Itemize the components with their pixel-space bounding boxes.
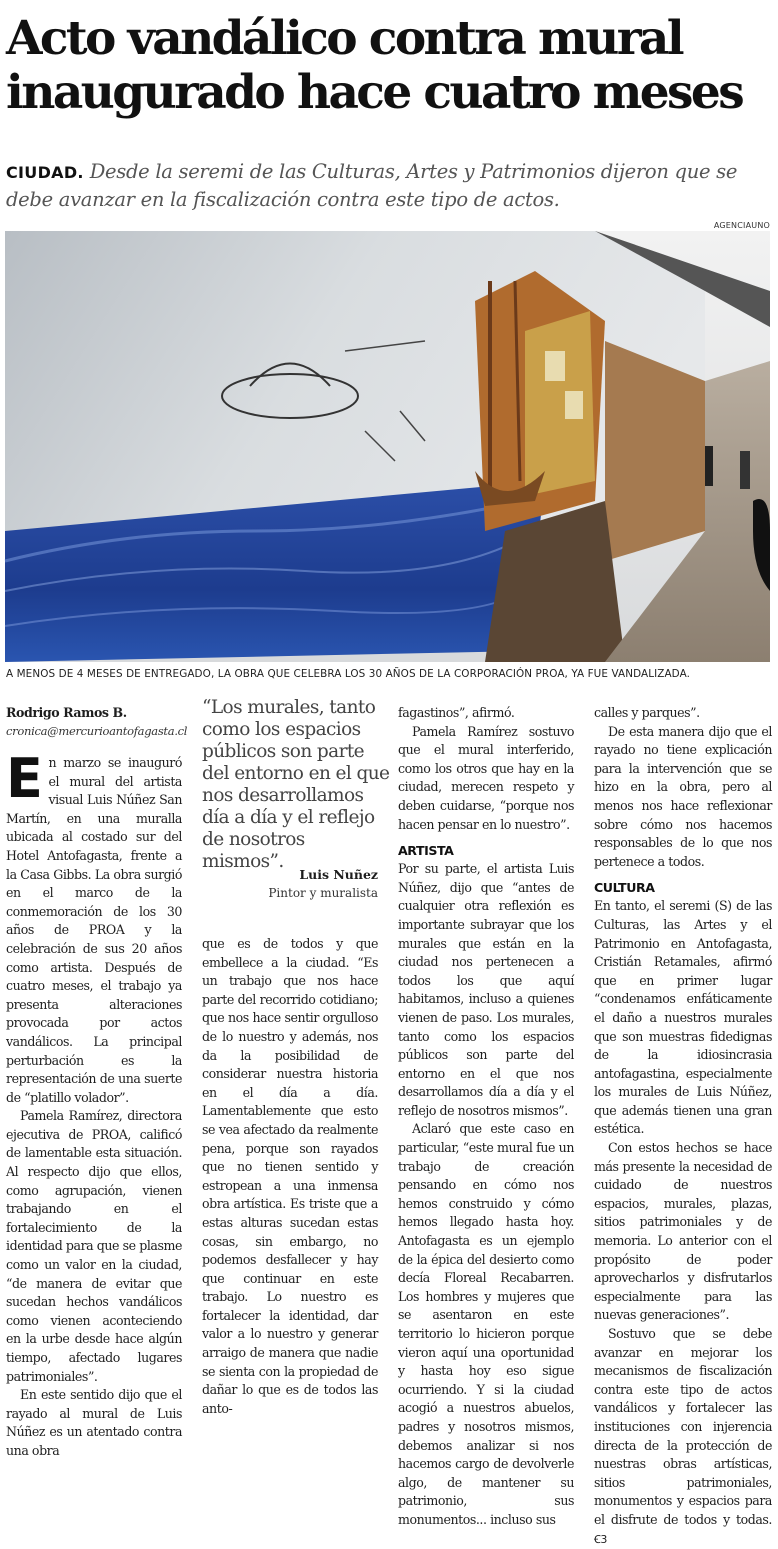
deck-text: Desde la seremi de las Culturas, Artes y Patrimonios dijeron que se debe avanzar en la fiscalización contra este tipo de actos.	[6, 160, 738, 211]
paragraph: Aclaró que este caso en particular, “este mural fue un trabajo de creación pensando en cómo nos hemos construido y cómo hemos llegado hasta hoy. Antofagasta es un ejemplo de la épica del desierto como decía Floreal Recabarren. Los hombres y mujeres que se asentaron en este territorio lo hicieron porque vieron aquí una oportunidad y hasta hoy eso sigue ocurriendo. Y si la ciudad acogió a nuestros abuelos, padres y nosotros mismos, debemos analizar si nos hacemos cargo de devolverle algo, de mantener su patrimonio, sus monumentos... incluso sus	[398, 1121, 574, 1527]
paragraph: fagastinos”, afirmó.	[398, 705, 515, 720]
column-4	[594, 704, 772, 1549]
byline-name: Rodrigo Ramos B.	[6, 705, 127, 720]
subhead-cultura: CULTURA	[594, 880, 655, 896]
paragraph: En este sentido dijo que el rayado al mural de Luis Núñez es un atentado contra una obra	[6, 1387, 182, 1458]
subhead-artista: ARTISTA	[398, 843, 454, 859]
column-3	[398, 704, 574, 1530]
paragraph: Por su parte, el artista Luis Núñez, dijo que “antes de cualquier otra reflexión es importante subrayar que los murales que están en la ciudad nos pertenecen a todos los que aquí habitamos, incluso a quienes vienen de paso. Los murales, tanto como los espacios públicos son parte del entorno en el que nos desarrollamos día a día y el reflejo de nosotros mismos”.	[398, 861, 574, 1118]
photo-credit: AGENCIAUNO	[713, 221, 770, 230]
pull-quote: “Los murales, tanto como los espacios públicos son parte del entorno en el que nos desarrollamos día a día y el reflejo de nosotros mismos”.	[202, 697, 390, 872]
headline: Acto vandálico contra mural inaugurado hace cuatro meses	[6, 11, 743, 120]
paragraph: Sostuvo que se debe avanzar en mejorar los mecanismos de fiscalización contra este tipo de actos vandálicos y fortalecer las instituciones con injerencia directa de la protección de nuestras obras artísticas, sitios patrimoniales, monumentos y espacios para el disfrute de todos y todas. Ꞓ3	[594, 1326, 772, 1546]
paragraph: calles y parques”.	[594, 705, 700, 720]
paragraph: que es de todos y que embellece a la ciudad. “Es un trabajo que nos hace parte del recorrido cotidiano; que nos hace sentir orgulloso de lo nuestro y además, nos da la posibilidad de considerar nuestra historia en el día a día. Lamentablemente que esto se vea afectado da realmente pena, porque son rayados que no tienen sentido y estropean a una inmensa obra artística. Es triste que a estas alturas sucedan estas cosas, sin embargo, no podemos desfallecer y hay que continuar en este trabajo. Lo nuestro es fortalecer la identidad, dar valor a lo nuestro y generar arraigo de manera que nadie se sienta con la propiedad de dañar lo que es de todos las anto-	[202, 936, 378, 1416]
deck	[6, 158, 772, 213]
mural-photo	[5, 231, 770, 662]
paragraph: Pamela Ramírez sostuvo que el mural interferido, como los otros que hay en la ciudad, merecen respeto y deben cuidarse, “porque nos hacen pensar en lo nuestro”.	[398, 723, 574, 832]
pull-quote-author: Luis Nuñez	[299, 867, 378, 882]
paragraph: En marzo se inauguró el mural del artista visual Luis Núñez San Martín, en una muralla ubicada al costado sur del Hotel Antofagasta, frente a la Casa Gibbs. La obra surgió en el marco de la conmemoración de los 30 años de PROA y la celebración de sus 20 años como artista. Después de cuatro meses, el trabajo ya presenta alteraciones provocada por actos vandálicos. La principal perturbación es la representación de una suerte de “platillo volador”.	[6, 747, 182, 1105]
photo-caption: A MENOS DE 4 MESES DE ENTREGADO, LA OBRA QUE CELEBRA LOS 30 AÑOS DE LA CORPORACIÓN PROA, YA FUE VANDALIZADA.	[6, 668, 691, 680]
byline-email: cronica@mercurioantofagasta.cl	[6, 724, 188, 738]
section-kicker: CIUDAD.	[6, 163, 84, 182]
paragraph: Con estos hechos se hace más presente la necesidad de cuidado de nuestros espacios, murales, plazas, sitios patrimoniales y de memoria. Lo anterior con el propósito de poder aprovecharlos y disfrutarlos especialmente para las nuevas generaciones”.	[594, 1140, 772, 1323]
paragraph: En tanto, el seremi (S) de las Culturas, las Artes y el Patrimonio en Antofagasta, Cristián Retamales, afirmó que en primer lugar “condenamos enfáticamente el daño a nuestros murales que son muestras fidedignas de la idiosincrasia antofagastina, especialmente los murales de Luis Núñez, que además tienen una gran estética.	[594, 898, 772, 1137]
pull-quote-role: Pintor y muralista	[268, 886, 378, 900]
paragraph: De esta manera dijo que el rayado no tiene explicación para la intervención que se hizo en la obra, pero al menos nos hace reflexionar sobre cómo nos hacemos responsables de lo que nos pertenece a todos.	[594, 723, 772, 869]
end-mark-icon: Ꞓ3	[594, 1532, 607, 1546]
drop-cap: E	[6, 747, 43, 810]
paragraph: Pamela Ramírez, directora ejecutiva de PROA, calificó de lamentable esta situación. Al respecto dijo que ellos, como agrupación, vienen trabajando en el fortalecimiento de la identidad para que se plasme como un valor en la ciudad, “de manera de evitar que sucedan hechos vandálicos como vienen aconteciendo en la urbe desde hace algún tiempo, afectado lugares patrimoniales”.	[6, 1108, 182, 1384]
column-1	[6, 704, 188, 1461]
column-2	[202, 935, 378, 1418]
